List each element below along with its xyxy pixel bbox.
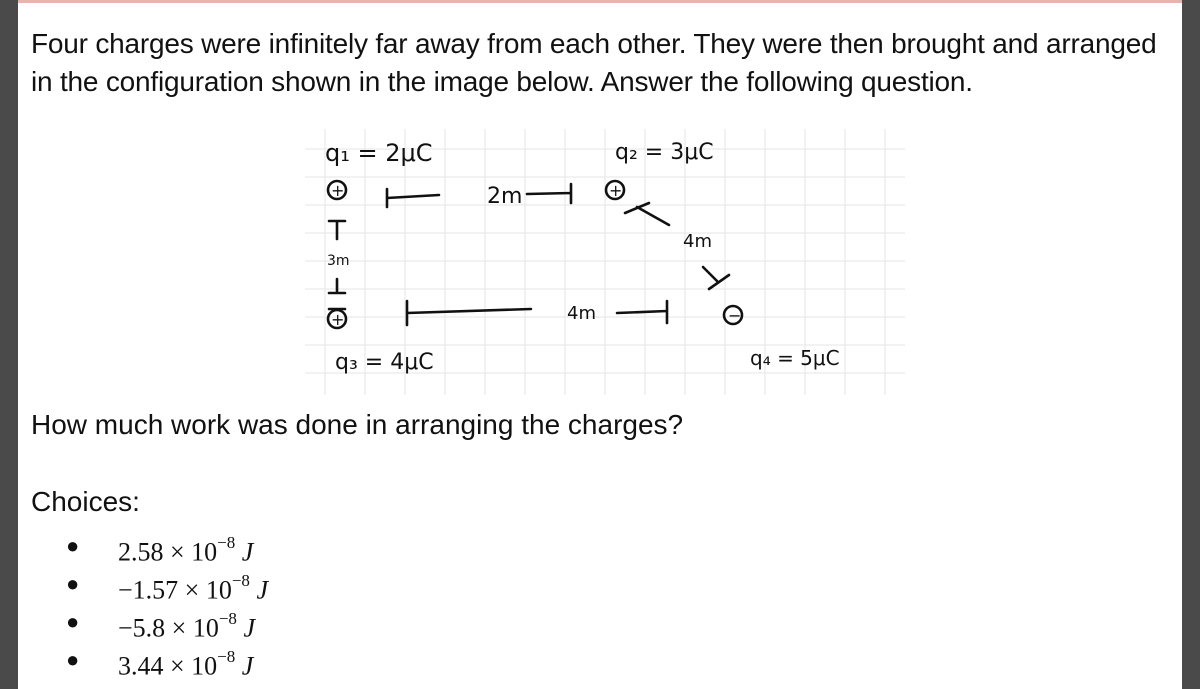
bullet-icon: ● — [66, 571, 80, 596]
bullet-icon: ● — [66, 533, 80, 558]
q3-label: q₃ = 4μC — [335, 350, 434, 375]
work-question: How much work was done in arranging the charges? — [31, 409, 684, 440]
choice-mantissa: −5.8 — [118, 613, 166, 643]
document-page — [18, 3, 1182, 689]
choice-text: $3.44 \times 10^{-8}$ J — [118, 647, 254, 681]
choice-exponent: −8 — [231, 571, 250, 590]
choice-text: $-1.57 \times 10^{-8}$ J — [118, 571, 268, 605]
choice-exponent: −8 — [217, 647, 236, 666]
bullet-icon: ● — [66, 647, 80, 672]
choice-unit: J — [241, 651, 254, 681]
dimension-q3-q4-label: 4m — [567, 303, 596, 324]
question-text: Four charges were infinitely far away from each other. They were then brought and arranged in the configuration shown in the image below. Answer the following question. — [31, 28, 1157, 97]
charge-configuration-figure — [305, 129, 905, 395]
q4-sign: − — [728, 306, 742, 325]
choice-mantissa: 2.58 — [118, 537, 164, 567]
choice-exponent: −8 — [217, 533, 236, 552]
choices-label: Choices: — [31, 486, 140, 517]
dimension-q2-q4-label: 4m — [683, 231, 712, 252]
choice-unit: J — [243, 613, 255, 643]
dimension-q1-q2-label: 2m — [487, 184, 523, 209]
dimension-q1-q3-label: 3m — [327, 253, 350, 269]
choice-unit: J — [241, 537, 254, 567]
choice-exponent: −8 — [218, 609, 237, 628]
choice-mantissa: −1.57 — [118, 575, 179, 605]
choice-mantissa: 3.44 — [118, 651, 164, 681]
dimension-q3-q4 — [407, 301, 667, 325]
choice-text: $2.58 \times 10^{-8}$ J — [118, 533, 254, 567]
left-window-edge — [0, 0, 18, 689]
bullet-icon: ● — [66, 609, 80, 634]
q3-positive-charge — [328, 309, 346, 329]
right-window-edge — [1182, 0, 1200, 689]
choice-unit: J — [256, 575, 268, 605]
q1-positive-charge — [328, 181, 346, 200]
dimension-q1-q3 — [327, 221, 350, 293]
q4-label: q₄ = 5μC — [750, 346, 840, 370]
q4-negative-charge — [724, 306, 742, 325]
q1-sign: + — [331, 181, 345, 200]
dimension-q2-q4 — [625, 203, 729, 289]
q2-label: q₂ = 3μC — [615, 140, 714, 165]
q3-sign: + — [331, 310, 345, 329]
q2-positive-charge — [606, 181, 624, 200]
choice-text: $-5.8 \times 10^{-8}$ J — [118, 609, 255, 643]
q1-label: q₁ = 2μC — [325, 139, 433, 167]
q2-sign: + — [609, 181, 623, 200]
